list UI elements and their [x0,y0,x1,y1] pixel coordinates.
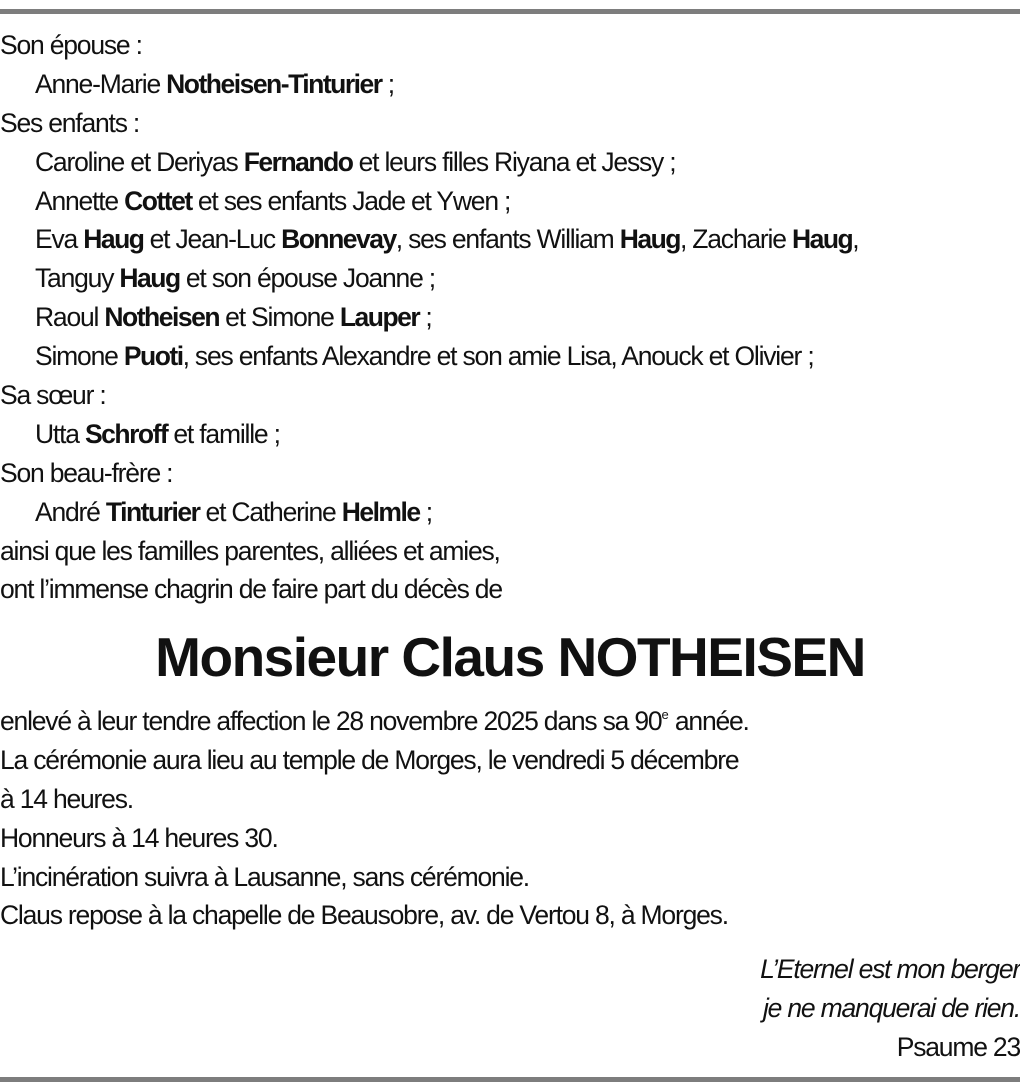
spouse-heading: Son épouse : [0,30,142,60]
verse-reference: Psaume 23 [896,1031,1020,1062]
child-line: Simone Puoti, ses enfants Alexandre et son amie Lisa, Anouck et Olivier ; [35,341,814,372]
sister-heading: Sa sœur : [0,380,106,411]
children-heading: Ses enfants : [0,107,140,138]
closing-line: ont l’immense chagrin de faire part du décès de [0,574,502,605]
child-line: Eva Haug et Jean-Luc Bonnevay, ses enfants William Haug, Zacharie Haug, [35,224,859,255]
detail-line: enlevé à leur tendre affection le 28 novembre 2025 dans sa 90e année. [0,706,749,736]
detail-line: Claus repose à la chapelle de Beausobre, av. de Vertou 8, à Morges. [0,900,728,931]
verse-line: je ne manquerai de rien. [763,992,1020,1023]
brother-in-law-heading: Son beau-frère : [0,457,173,488]
detail-line: L’incinération suivra à Lausanne, sans cérémonie. [0,861,529,892]
detail-line: à 14 heures. [0,783,133,814]
family-list [0,26,1020,609]
top-divider [0,9,1020,14]
detail-line: Honneurs à 14 heures 30. [0,822,278,853]
verse-line: L’Eternel est mon berger [760,954,1020,984]
child-line: Tanguy Haug et son épouse Joanne ; [35,263,435,294]
psalm-quote [760,950,1020,1067]
detail-line: La cérémonie aura lieu au temple de Morges, le vendredi 5 décembre [0,744,739,775]
closing-line: ainsi que les familles parentes, alliées et amies, [0,535,500,566]
child-line: Annette Cottet et ses enfants Jade et Ywen ; [35,185,511,216]
deceased-name: Monsieur Claus NOTHEISEN [155,626,865,688]
ceremony-details [0,702,1020,935]
bottom-divider [0,1077,1020,1082]
brother-in-law-line: André Tinturier et Catherine Helmle ; [35,496,432,527]
child-line: Raoul Notheisen et Simone Lauper ; [35,302,432,333]
spouse-line: Anne-Marie Notheisen-Tinturier ; [35,68,394,99]
child-line: Caroline et Deriyas Fernando et leurs filles Riyana et Jessy ; [35,146,676,177]
sister-line: Utta Schroff et famille ; [35,418,280,449]
